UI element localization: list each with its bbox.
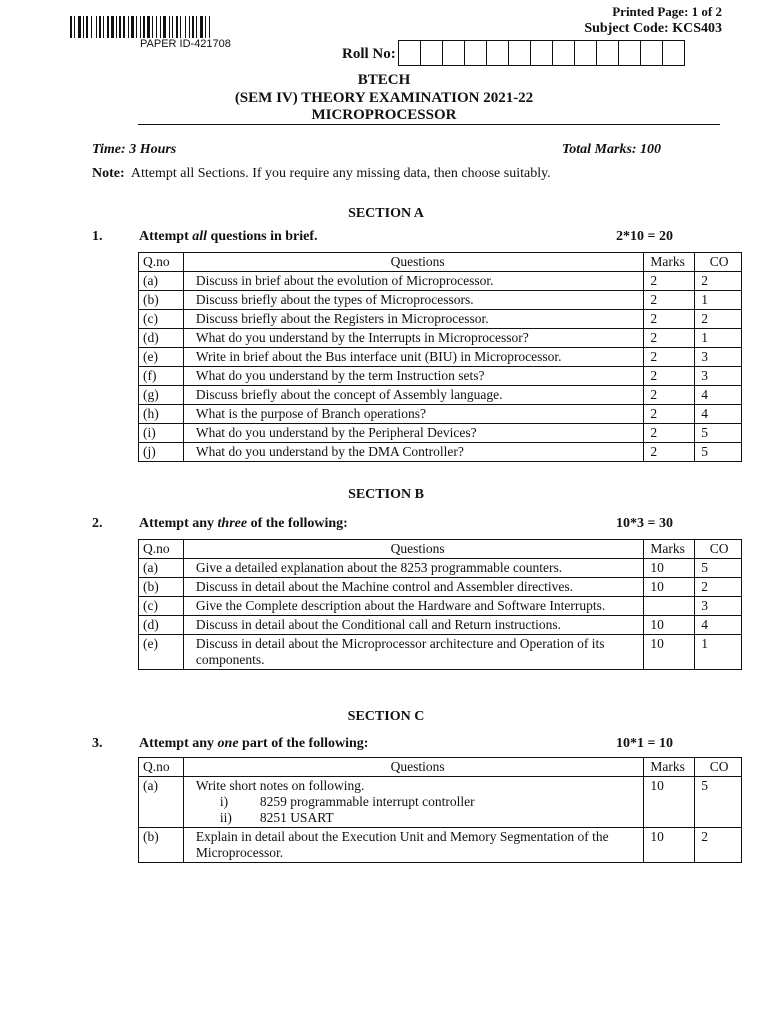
total-marks: Total Marks: 100: [562, 142, 662, 157]
sub-question-text: 8251 USART: [259, 810, 334, 825]
question-co: 2: [695, 828, 742, 863]
subject-code: Subject Code: KCS403: [584, 21, 722, 36]
roll-no-box: [487, 41, 509, 65]
question-main: Discuss in detail about the Machine control and Assembler directives.: [195, 579, 573, 594]
sub-question-text: 8259 programmable interrupt controller: [259, 794, 475, 809]
question-label: (c): [139, 310, 184, 329]
question-co: 3: [695, 597, 742, 616]
question-main: What do you understand by the Peripheral Devices?: [195, 425, 477, 440]
question-co: 4: [695, 616, 742, 635]
header-qno: Q.no: [139, 253, 184, 272]
question-text: [183, 559, 644, 578]
table-row: [139, 828, 742, 863]
note: [92, 166, 551, 182]
question-co: 3: [695, 348, 742, 367]
table-header-row: [139, 253, 742, 272]
table-row: [139, 597, 742, 616]
question-marks: 10: [644, 777, 695, 828]
question-co: 1: [695, 635, 742, 670]
question-co: 1: [695, 329, 742, 348]
question-main: Write short notes on following.: [195, 778, 365, 793]
question-marks: 10: [644, 635, 695, 670]
question-text: [183, 597, 644, 616]
question-main: Discuss in brief about the evolution of Microprocessor.: [195, 273, 494, 288]
question-number: 2.: [92, 516, 103, 531]
question-co: 5: [695, 559, 742, 578]
question-marks: 10: [644, 559, 695, 578]
question-main: Give the Complete description about the Hardware and Software Interrupts.: [195, 598, 606, 613]
question-text: [183, 310, 644, 329]
question-main: Discuss in detail about the Conditional call and Return instructions.: [195, 617, 562, 632]
table-row: [139, 578, 742, 597]
question-marks: 10: [644, 828, 695, 863]
question-co: 1: [695, 291, 742, 310]
table-row: [139, 616, 742, 635]
question-marks: 2: [644, 272, 695, 291]
roll-no-boxes: [398, 40, 685, 66]
roll-no-box: [531, 41, 553, 65]
instruction-emphasis: one: [217, 736, 239, 751]
question-label: (i): [139, 424, 184, 443]
header-questions: Questions: [183, 253, 644, 272]
question-co: 3: [695, 367, 742, 386]
table-row: [139, 635, 742, 670]
question-text: [183, 348, 644, 367]
question-co: 5: [695, 777, 742, 828]
question-main: Discuss briefly about the types of Microprocessors.: [195, 292, 474, 307]
question-marks: 10: [644, 578, 695, 597]
section-title: SECTION B: [348, 487, 424, 502]
title-divider: [138, 124, 720, 125]
instruction-suffix: of the following:: [247, 516, 348, 531]
question-main: What is the purpose of Branch operations?: [195, 406, 427, 421]
question-main: Discuss in detail about the Microprocessor architecture and Operation of its components.: [195, 636, 605, 667]
table-row: [139, 443, 742, 462]
question-label: (b): [139, 291, 184, 310]
section-title: SECTION C: [347, 709, 425, 724]
question-label: (h): [139, 405, 184, 424]
question-label: (a): [139, 272, 184, 291]
questions-table: [138, 757, 742, 863]
question-main: What do you understand by the DMA Controller?: [195, 444, 464, 459]
question-co: 4: [695, 386, 742, 405]
question-number: 3.: [92, 736, 103, 751]
question-label: (a): [139, 559, 184, 578]
question-text: [183, 329, 644, 348]
instruction-prefix: Attempt any: [139, 516, 218, 531]
question-main: Give a detailed explanation about the 8253 programmable counters.: [195, 560, 563, 575]
exam-title: (SEM IV) THEORY EXAMINATION 2021-22: [234, 90, 534, 106]
question-text: [183, 291, 644, 310]
header-marks: Marks: [644, 758, 695, 777]
header-qno: Q.no: [139, 540, 184, 559]
question-text: [183, 635, 644, 670]
table-row: [139, 348, 742, 367]
sub-question-label: i): [219, 794, 229, 809]
question-instruction: [139, 516, 348, 532]
table-row: [139, 310, 742, 329]
question-number: 1.: [92, 229, 103, 244]
exam-time: Time: 3 Hours: [92, 142, 177, 157]
question-text: [183, 616, 644, 635]
question-text: [183, 777, 644, 828]
instruction-prefix: Attempt: [139, 229, 193, 244]
table-row: [139, 405, 742, 424]
table-row: [139, 291, 742, 310]
printed-page: Printed Page: 1 of 2: [612, 4, 722, 19]
sub-question: [196, 810, 640, 826]
note-text: Attempt all Sections. If you require any missing data, then choose suitably.: [130, 166, 551, 181]
barcode-image: [70, 16, 300, 38]
section-marks: 10*3 = 30: [616, 516, 673, 531]
question-marks: 10: [644, 616, 695, 635]
table-row: [139, 777, 742, 828]
question-marks: 2: [644, 405, 695, 424]
question-main: Discuss briefly about the Registers in Microprocessor.: [195, 311, 489, 326]
roll-no-box: [619, 41, 641, 65]
question-instruction: [139, 736, 368, 752]
question-text: [183, 828, 644, 863]
question-label: (j): [139, 443, 184, 462]
question-co: 2: [695, 578, 742, 597]
instruction-suffix: part of the following:: [238, 736, 369, 751]
paper-id: PAPER ID-421708: [140, 38, 231, 50]
question-instruction: [139, 229, 318, 245]
question-main: What do you understand by the Interrupts in Microprocessor?: [195, 330, 529, 345]
question-label: (c): [139, 597, 184, 616]
question-text: [183, 443, 644, 462]
table-row: [139, 424, 742, 443]
question-marks: 2: [644, 291, 695, 310]
table-header-row: [139, 758, 742, 777]
subject-title: MICROPROCESSOR: [311, 107, 457, 123]
question-marks: [644, 597, 695, 616]
instruction-emphasis: all: [192, 229, 208, 244]
roll-no-box: [597, 41, 619, 65]
roll-no-box: [575, 41, 597, 65]
instruction-prefix: Attempt any: [139, 736, 218, 751]
question-co: 2: [695, 310, 742, 329]
header-co: CO: [695, 540, 742, 559]
roll-no-box: [465, 41, 487, 65]
sub-question: [196, 794, 640, 810]
question-label: (d): [139, 329, 184, 348]
roll-no-box: [641, 41, 663, 65]
question-text: [183, 405, 644, 424]
question-main: Discuss briefly about the concept of Assembly language.: [195, 387, 503, 402]
header-qno: Q.no: [139, 758, 184, 777]
header-co: CO: [695, 253, 742, 272]
header-co: CO: [695, 758, 742, 777]
section-marks: 10*1 = 10: [616, 736, 673, 751]
instruction-emphasis: three: [217, 516, 248, 531]
roll-no-box: [553, 41, 575, 65]
question-marks: 2: [644, 348, 695, 367]
question-co: 2: [695, 272, 742, 291]
header-marks: Marks: [644, 253, 695, 272]
sub-question-label: ii): [219, 810, 232, 825]
question-label: (a): [139, 777, 184, 828]
question-label: (f): [139, 367, 184, 386]
question-co: 5: [695, 443, 742, 462]
question-label: (g): [139, 386, 184, 405]
question-main: Write in brief about the Bus interface unit (BIU) in Microprocessor.: [195, 349, 562, 364]
question-text: [183, 578, 644, 597]
degree-title: BTECH: [357, 72, 411, 88]
section-marks: 2*10 = 20: [616, 229, 673, 244]
question-marks: 2: [644, 329, 695, 348]
roll-no-box: [399, 41, 421, 65]
instruction-suffix: questions in brief.: [207, 229, 318, 244]
table-row: [139, 367, 742, 386]
roll-no-box: [663, 41, 685, 65]
roll-no-label: Roll No:: [342, 46, 396, 62]
question-label: (b): [139, 578, 184, 597]
table-row: [139, 272, 742, 291]
header-questions: Questions: [183, 540, 644, 559]
roll-no-box: [509, 41, 531, 65]
questions-table: [138, 539, 742, 670]
question-label: (d): [139, 616, 184, 635]
question-text: [183, 424, 644, 443]
question-label: (e): [139, 348, 184, 367]
question-label: (b): [139, 828, 184, 863]
questions-table: [138, 252, 742, 462]
question-co: 4: [695, 405, 742, 424]
roll-no-box: [443, 41, 465, 65]
question-marks: 2: [644, 367, 695, 386]
question-main: Explain in detail about the Execution Unit and Memory Segmentation of the Microprocessor.: [195, 829, 609, 860]
question-co: 5: [695, 424, 742, 443]
question-text: [183, 272, 644, 291]
question-main: What do you understand by the term Instruction sets?: [195, 368, 485, 383]
note-label: Note:: [92, 166, 125, 181]
table-header-row: [139, 540, 742, 559]
table-row: [139, 559, 742, 578]
question-text: [183, 367, 644, 386]
header-questions: Questions: [183, 758, 644, 777]
header-marks: Marks: [644, 540, 695, 559]
section-title: SECTION A: [348, 206, 424, 221]
table-row: [139, 386, 742, 405]
question-text: [183, 386, 644, 405]
question-marks: 2: [644, 386, 695, 405]
roll-no-box: [421, 41, 443, 65]
question-marks: 2: [644, 443, 695, 462]
question-label: (e): [139, 635, 184, 670]
table-row: [139, 329, 742, 348]
question-marks: 2: [644, 424, 695, 443]
question-marks: 2: [644, 310, 695, 329]
